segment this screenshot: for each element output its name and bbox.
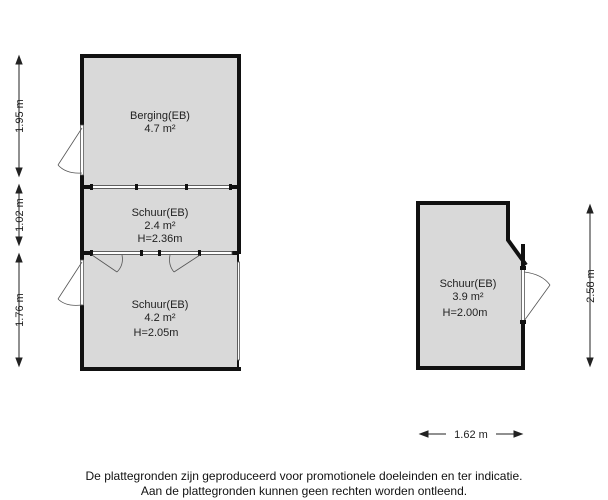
dimension-label-left-top: 1.95 m [14, 99, 26, 133]
room-area-schuur-bottom: 4.2 m² [144, 312, 176, 324]
room-area-berging: 4.7 m² [144, 123, 176, 135]
room-name-schuur-top: Schuur(EB) [131, 207, 189, 219]
room-name-schuur-bottom: Schuur(EB) [131, 299, 189, 311]
dimension-label-left-bottom: 1.76 m [14, 293, 26, 327]
dimension-label-right-width: 1.62 m [454, 429, 488, 441]
room-name-schuur-right: Schuur(EB) [439, 278, 497, 290]
floor-schuur-bottom [84, 255, 237, 367]
room-area-schuur-right: 3.9 m² [452, 291, 484, 303]
door-swing-right [524, 272, 550, 321]
dimension-label-right-height: 2.58 m [585, 269, 597, 303]
right-door-frame [522, 268, 525, 322]
room-height-schuur-right: H=2.00m [442, 307, 488, 319]
room-name-berging: Berging(EB) [130, 110, 190, 122]
dimension-label-left-middle: 1.02 m [14, 198, 26, 232]
room-area-schuur-top: 2.4 m² [144, 220, 176, 232]
disclaimer-line-1: De plattegronden zijn geproduceerd voor promotionele doeleinden en ter indicatie. [85, 469, 523, 483]
room-height-schuur-bottom: H=2.05m [133, 327, 179, 339]
disclaimer-line-2: Aan de plattegronden kunnen geen rechten worden ontleend. [140, 484, 468, 498]
room-height-schuur-top: H=2.36m [137, 233, 183, 245]
